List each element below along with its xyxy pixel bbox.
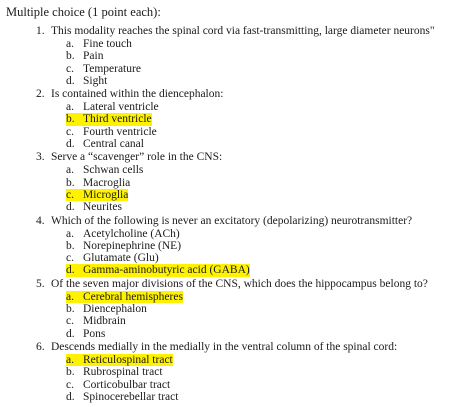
answer-option [0, 50, 474, 62]
question-number: 2. [36, 88, 45, 101]
option-letter: b. [66, 50, 75, 63]
question-text: Of the seven major divisions of the CNS, which does the hippocampus belong to? [51, 277, 428, 290]
answer-option [0, 164, 474, 176]
question-text: Is contained within the diencephalon: [51, 88, 224, 101]
answer-option [0, 201, 474, 213]
option-letter: d. [66, 201, 75, 214]
answer-option [0, 126, 474, 138]
option-text: Fourth ventricle [83, 125, 157, 138]
question-3 [0, 150, 474, 213]
option-text: Spinocerebellar tract [83, 390, 179, 403]
question-text: Which of the following is never an excitatory (depolarizing) neurotransmitter? [51, 214, 413, 227]
question-list [0, 24, 474, 403]
option-text: Norepinephrine (NE) [83, 239, 182, 252]
option-letter: a. [66, 101, 74, 114]
answer-option [0, 138, 474, 150]
question-number: 5. [36, 277, 45, 290]
option-letter: a. [66, 354, 85, 366]
option-text: Fine touch [83, 38, 132, 50]
option-letter: a. [66, 164, 74, 177]
question-text: Descends medially in the medially in the ventral column of the spinal cord: [51, 340, 398, 353]
option-text: Macroglia [83, 176, 131, 189]
option-text: Rubrospinal tract [83, 366, 163, 379]
question-2 [0, 87, 474, 150]
option-text: Diencephalon [83, 303, 147, 316]
option-text: Midbrain [83, 315, 126, 328]
option-letter: b. [66, 366, 75, 379]
answer-option [0, 303, 474, 315]
answer-option [0, 240, 474, 252]
answer-option [0, 366, 474, 378]
option-text: Acetylcholine (ACh) [83, 227, 180, 240]
option-letter: d. [66, 390, 75, 403]
question-text: This modality reaches the spinal cord via fast-transmitting, large diameter neurons" [51, 25, 435, 37]
answer-option [0, 328, 474, 340]
answer-option-highlighted [0, 264, 474, 276]
option-text: Neurites [83, 201, 122, 214]
option-letter: c. [66, 378, 74, 391]
answer-option [0, 101, 474, 113]
question-number: 6. [36, 340, 45, 353]
option-letter: b. [66, 303, 75, 316]
option-letter: d. [66, 327, 75, 340]
option-letter: b. [66, 239, 75, 252]
answer-option [0, 315, 474, 327]
option-letter: d. [66, 74, 75, 87]
question-number: 3. [36, 151, 45, 164]
option-letter: d. [66, 264, 85, 276]
answer-option [0, 391, 474, 403]
option-letter: c. [66, 189, 85, 201]
option-text: Lateral ventricle [83, 101, 159, 114]
option-text: Sight [83, 74, 108, 87]
answer-option-highlighted [0, 354, 474, 366]
option-text: Pons [83, 327, 106, 340]
option-text: Corticobulbar tract [83, 378, 171, 391]
question-number: 4. [36, 214, 45, 227]
option-text: Temperature [83, 62, 141, 75]
question-stem [0, 277, 474, 291]
question-stem [0, 24, 474, 38]
option-text: Microglia [83, 188, 129, 201]
option-text: Third ventricle [83, 113, 152, 126]
option-text: Central canal [83, 138, 144, 151]
answer-option [0, 228, 474, 240]
option-letter: d. [66, 138, 75, 151]
option-letter: a. [66, 227, 74, 240]
option-text: Schwan cells [83, 164, 144, 177]
question-stem [0, 150, 474, 164]
question-5 [0, 277, 474, 340]
option-letter: a. [66, 291, 85, 303]
option-letter: b. [66, 176, 75, 189]
answer-option-highlighted [0, 113, 474, 125]
option-letter: c. [66, 125, 74, 138]
question-number: 1. [36, 25, 45, 37]
answer-option [0, 379, 474, 391]
option-text: Pain [83, 50, 104, 63]
answer-option [0, 177, 474, 189]
option-letter: b. [66, 113, 85, 125]
option-text: Cerebral hemispheres [83, 290, 183, 303]
answer-option [0, 75, 474, 87]
question-stem [0, 340, 474, 354]
question-stem [0, 214, 474, 228]
option-text: Gamma-aminobutyric acid (GABA) [83, 264, 250, 277]
answer-option-highlighted [0, 189, 474, 201]
question-text: Serve a “scavenger” role in the CNS: [51, 151, 223, 164]
answer-option-highlighted [0, 291, 474, 303]
answer-option [0, 252, 474, 264]
question-1 [0, 24, 474, 87]
section-heading: Multiple choice (1 point each): [6, 5, 161, 19]
answer-option [0, 38, 474, 50]
option-letter: c. [66, 62, 74, 75]
option-text: Reticulospinal tract [83, 353, 173, 366]
option-text: Glutamate (Glu) [83, 252, 159, 265]
option-letter: c. [66, 315, 74, 328]
option-letter: a. [66, 38, 74, 50]
question-stem [0, 87, 474, 101]
question-6 [0, 340, 474, 403]
option-letter: c. [66, 252, 74, 265]
answer-option [0, 63, 474, 75]
question-4 [0, 214, 474, 277]
